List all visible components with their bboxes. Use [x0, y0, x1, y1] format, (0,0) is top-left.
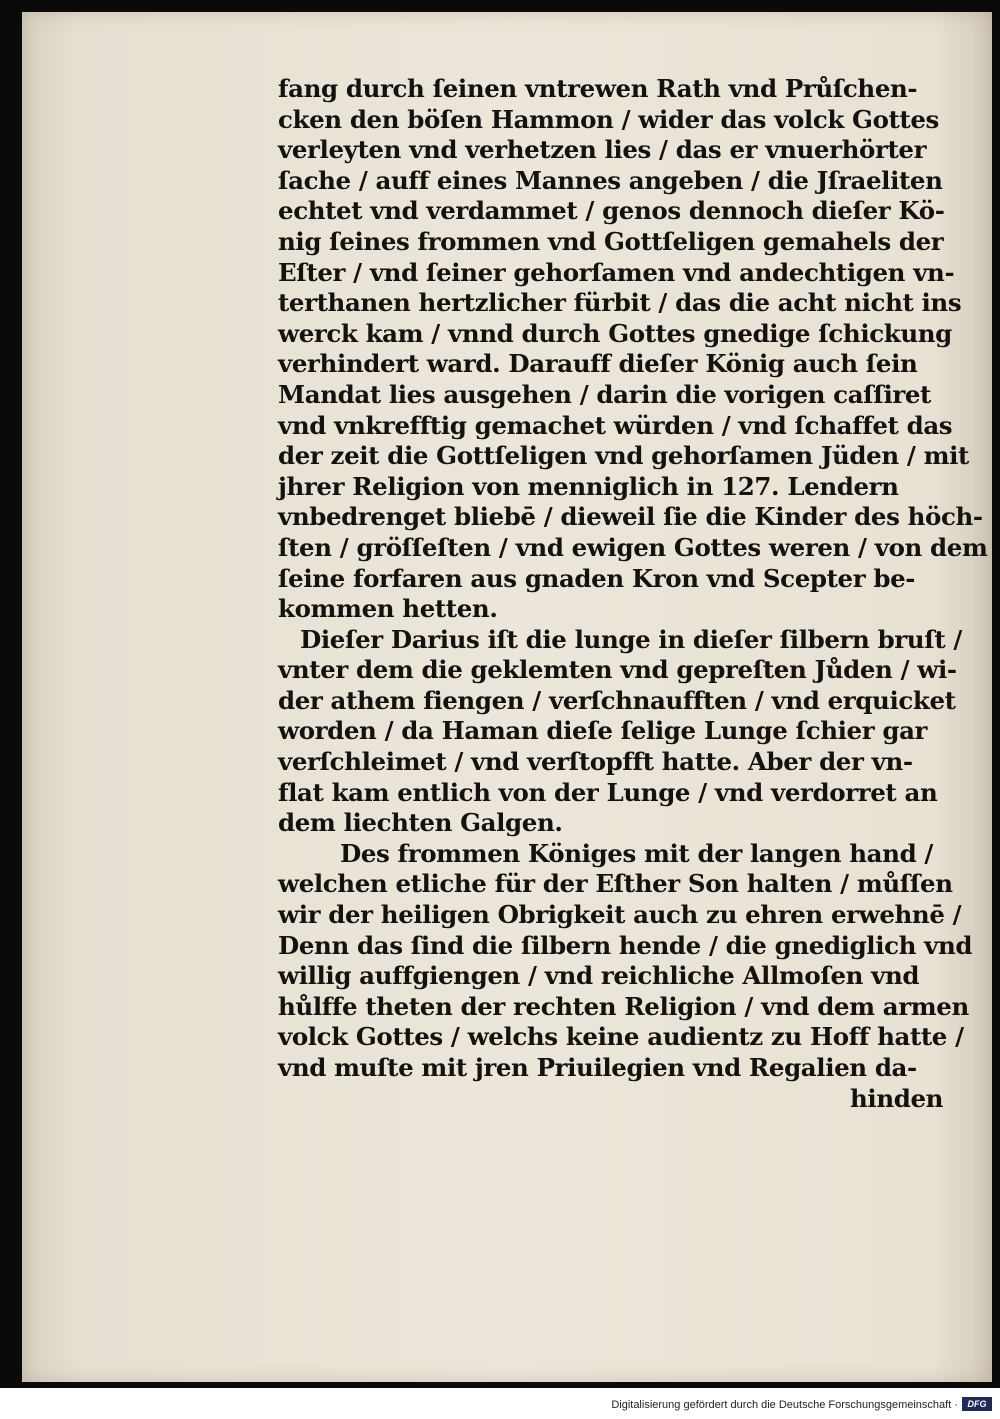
catchword: hinden [850, 1083, 944, 1113]
text-line: vnd muſte mit jren Priuilegien vnd Regalien da- [278, 1053, 917, 1082]
text-line: werck kam / vnnd durch Gottes gnedige ſchickung [278, 318, 952, 348]
text-line: fang durch ſeinen vntrewen Rath vnd Průſchen- [278, 74, 918, 103]
text-line: kommen hetten. [278, 594, 498, 624]
text-line: jhrer Religion von menniglich in 127. Lendern [278, 471, 899, 501]
text-line: nig ſeines frommen vnd Gottſeligen gemahels der [278, 226, 944, 256]
text-line: cken den böſen Hammon / wider das volck Gottes [278, 104, 939, 134]
text-line: verſchleimet / vnd verſtopfft hatte. Aber der vn- [278, 747, 913, 777]
text-line: Mandat lies ausgehen / darin die vorigen caſſiret [278, 379, 931, 409]
text-line: vnbedrenget bliebē / dieweil ſie die Kinder des höch- [278, 502, 983, 532]
text-line: verleyten vnd verhetzen lies / das er vnuerhörter [278, 135, 927, 165]
text-line: terthanen hertzlicher fürbit / das die acht nicht ins [278, 288, 962, 318]
text-line: der athem fiengen / verſchnaufften / vnd erquicket [278, 685, 956, 715]
text-line: hůlffe theten der rechten Religion / vnd dem armen [278, 991, 969, 1021]
text-line: Des frommen Königes mit der langen hand / [340, 838, 933, 868]
text-line: vnd vnkrefftig gemachet würden / vnd ſchaffet das [278, 410, 953, 440]
text-line: Eſter / vnd ſeiner gehorſamen vnd andechtigen vn- [278, 257, 955, 287]
text-line: ſeine forfaren aus gnaden Kron vnd Scepter be- [278, 563, 916, 593]
text-line: vnter dem die geklemten vnd gepreſten Jůden / wi- [278, 655, 957, 685]
footer-credit: Digitalisierung gefördert durch die Deutsche Forschungsgemeinschaft · [611, 1399, 958, 1411]
text-line: worden / da Haman dieſe ſelige Lunge ſchier gar [278, 716, 928, 746]
text-line: volck Gottes / welchs keine audientz zu Hoff hatte / [278, 1022, 964, 1052]
text-line: Denn das ſind die ſilbern hende / die gnediglich vnd [278, 930, 973, 960]
text-line: ſten / gröſſeſten / vnd ewigen Gottes weren / von dem [278, 532, 988, 562]
dfg-logo: DFG [962, 1397, 992, 1411]
text-line: wir der heiligen Obrigkeit auch zu ehren erwehnē / [278, 900, 962, 930]
text-line: dem liechten Galgen. [278, 808, 563, 838]
text-line: ſache / auff eines Mannes angeben / die Jſraeliten [278, 165, 943, 195]
text-line: Dieſer Darius iſt die lunge in dieſer ſilbern bruſt / [300, 624, 962, 654]
text-line: willig auffgiengen / vnd reichliche Allmoſen vnd [278, 961, 920, 991]
text-line: flat kam entlich von der Lunge / vnd verdorret an [278, 777, 938, 807]
text-line: welchen etliche für der Eſther Son halten / můſſen [278, 869, 953, 899]
page-text [278, 74, 988, 1114]
text-line: der zeit die Gottſeligen vnd gehorſamen Jüden / mit [278, 441, 969, 471]
text-line: echtet vnd verdammet / genos dennoch dieſer Kö- [278, 196, 945, 226]
text-line: verhindert ward. Darauff dieſer König auch ſein [278, 349, 918, 379]
